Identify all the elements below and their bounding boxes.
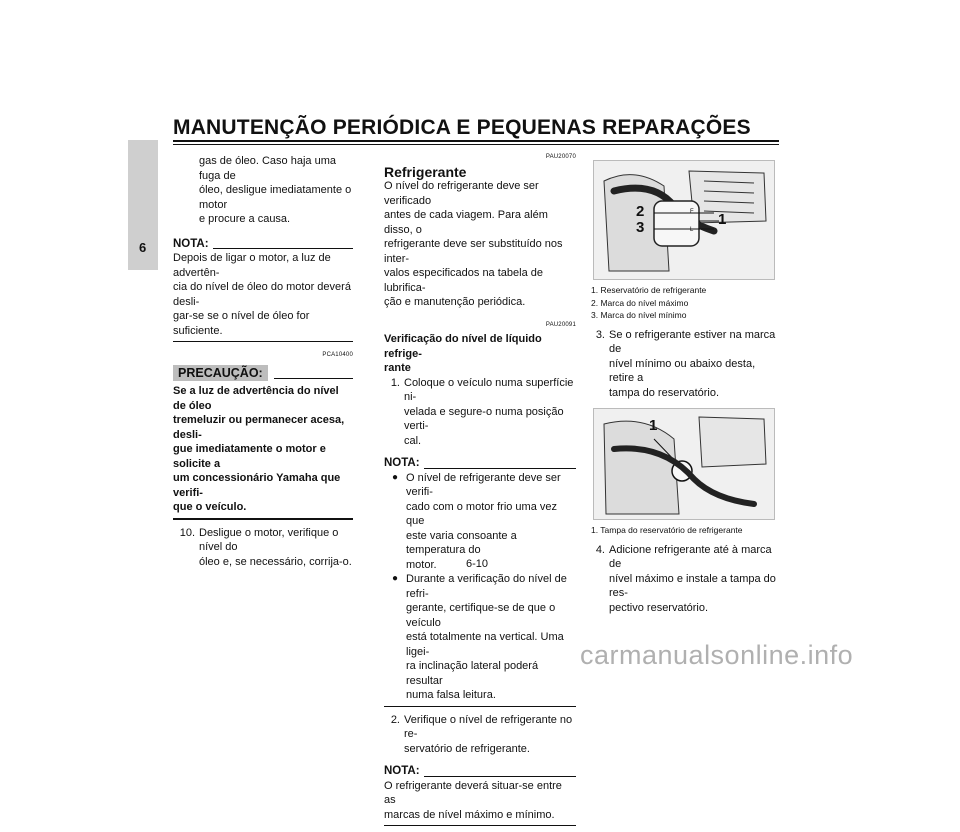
section-tab — [128, 140, 158, 270]
callout-label-2: 2 — [636, 203, 645, 220]
nota-label: NOTA: — [384, 457, 420, 469]
mark-label-low: L — [690, 227, 694, 233]
text-line: O nível de refrigerante deve ser verifi- — [406, 471, 561, 498]
text-line: Depois de ligar o motor, a luz de advertên- — [173, 252, 331, 279]
text-line: velada e segure-o numa posição verti- — [404, 405, 564, 432]
step-2 — [384, 713, 576, 757]
text-line: Desligue o motor, verifique o nível do — [199, 526, 339, 553]
nota-end-rule — [173, 341, 353, 342]
nota-rule — [213, 248, 353, 249]
callout-label-1: 1 — [718, 211, 727, 228]
callout-label-1: 1 — [649, 417, 658, 434]
section-heading: Refrigerante — [384, 163, 467, 180]
text-line: tampa do reservatório. — [609, 386, 720, 399]
caption-line: 1. Tampa do reservatório de refrigerante — [591, 525, 743, 535]
column-1 — [173, 154, 353, 569]
figure-2-caption — [589, 524, 783, 537]
text-line: óleo e, se necessário, corrija-o. — [199, 555, 352, 568]
reservoir-cap-illustration — [594, 409, 774, 519]
text-line: numa falsa leitura. — [406, 689, 496, 701]
coolant-reservoir-figure — [593, 160, 775, 280]
reference-code: PAU20070 — [545, 154, 576, 160]
caution-end-rule — [173, 518, 353, 520]
text-line: Verificação do nível de líquido refrige- — [384, 333, 542, 360]
caution-heading — [173, 365, 353, 382]
text-line: Se a luz de advertência do nível de óleo — [173, 385, 339, 412]
text-line: Se o refrigerante estiver na marca de — [609, 328, 776, 355]
step-3 — [589, 328, 783, 401]
page-title: MANUTENÇÃO PERIÓDICA E PEQUENAS REPARAÇÕES — [173, 116, 751, 139]
text-line: ra inclinação lateral poderá resultar — [406, 660, 539, 687]
continued-paragraph — [173, 154, 353, 227]
reference-code: PAU20091 — [545, 321, 576, 328]
text-line: que o veículo. — [173, 501, 247, 513]
step-number: 10. — [179, 526, 195, 539]
engine-illustration — [594, 161, 774, 279]
text-line: motor. — [406, 558, 437, 571]
caution-rule — [274, 378, 353, 379]
text-line: e procure a causa. — [199, 213, 291, 225]
list-item — [384, 572, 576, 703]
nota-label: NOTA: — [173, 237, 209, 250]
caption-line: 1. Reservatório de refrigerante — [591, 285, 707, 295]
text-line: refrigerante deve ser substituído nos inter- — [384, 238, 563, 265]
title-rule-thin — [173, 144, 779, 145]
text-line: este varia consoante a temperatura do — [406, 529, 517, 556]
text-line: gar-se se o nível de óleo for suficiente. — [173, 310, 310, 337]
text-line: Verifique o nível de refrigerante no re- — [404, 713, 573, 740]
text-line: antes de cada viagem. Para além disso, o — [384, 209, 548, 236]
figure-1-caption — [589, 284, 783, 322]
nota-heading — [173, 237, 353, 252]
subsection-heading — [384, 332, 576, 376]
text-line: cal. — [404, 434, 422, 447]
text-line: Coloque o veículo numa superfície ni- — [404, 376, 574, 403]
text-line: Adicione refrigerante até à marca de — [609, 543, 772, 570]
column-2 — [384, 150, 576, 832]
text-line: marcas de nível máximo e mínimo. — [384, 808, 555, 821]
intro-paragraph — [384, 179, 576, 310]
text-line: gas de óleo. Caso haja uma fuga de — [199, 155, 336, 182]
text-line: valos especificados na tabela de lubrifica- — [384, 267, 543, 294]
nota-rule — [424, 468, 576, 469]
text-line: gue imediatamente o motor e solicite a — [173, 443, 326, 470]
mark-label-full: F — [690, 209, 694, 215]
nota-label: NOTA: — [384, 765, 420, 777]
reference-code: PCA10400 — [322, 352, 353, 358]
text-line: tremeluzir ou permanecer acesa, desli- — [173, 414, 345, 441]
text-line: gerante, certifique-se de que o veículo — [406, 602, 556, 629]
column-3 — [589, 160, 783, 615]
caution-text — [173, 384, 353, 515]
text-line: cia do nível de óleo do motor deverá desli- — [173, 281, 351, 308]
text-line: pectivo reservatório. — [609, 601, 709, 614]
bullet-icon: ● — [392, 471, 399, 483]
title-rule — [173, 140, 779, 142]
step-number: 4. — [595, 543, 605, 556]
nota-rule — [424, 776, 576, 777]
text-line: está totalmente na vertical. Uma ligei- — [406, 631, 564, 658]
step-4 — [589, 543, 783, 616]
step-number: 2. — [390, 713, 400, 726]
text-line: ção e manutenção periódica. — [384, 296, 526, 308]
text-line: Durante a verificação do nível de refri- — [406, 573, 567, 600]
list-item — [384, 471, 576, 573]
step-number: 3. — [595, 328, 605, 341]
watermark: carmanualsonline.info — [580, 640, 854, 670]
text-line: cado com o motor frio uma vez que — [406, 500, 558, 527]
step-number: 1. — [390, 376, 400, 389]
step-10 — [173, 526, 353, 570]
caption-line: 2. Marca do nível máximo — [591, 297, 689, 308]
nota-heading — [384, 456, 576, 471]
nota-end-rule — [384, 825, 576, 826]
nota-text — [384, 779, 576, 823]
text-line: rante — [384, 362, 411, 374]
text-line: O nível do refrigerante deve ser verificado — [384, 180, 539, 207]
text-line: servatório de refrigerante. — [404, 742, 530, 755]
nota-heading — [384, 764, 576, 779]
callout-label-3: 3 — [636, 219, 645, 236]
text-line: nível mínimo ou abaixo desta, retire a — [609, 357, 756, 384]
page-number: 6-10 — [466, 558, 489, 570]
text-line: O refrigerante deverá situar-se entre as — [384, 779, 562, 806]
nota-text — [173, 251, 353, 338]
text-line: óleo, desligue imediatamente o motor — [199, 184, 352, 211]
section-tab-number: 6 — [139, 240, 147, 255]
reservoir-cap-figure — [593, 408, 775, 520]
text-line: um concessionário Yamaha que verifi- — [173, 472, 341, 499]
bullet-icon: ● — [392, 573, 399, 584]
step-1 — [384, 376, 576, 449]
text-line: nível máximo e instale a tampa do res- — [609, 572, 776, 599]
caption-line: 3. Marca do nível mínimo — [591, 310, 687, 320]
nota-end-rule — [384, 706, 576, 707]
caution-label: PRECAUÇÃO: — [173, 365, 268, 382]
